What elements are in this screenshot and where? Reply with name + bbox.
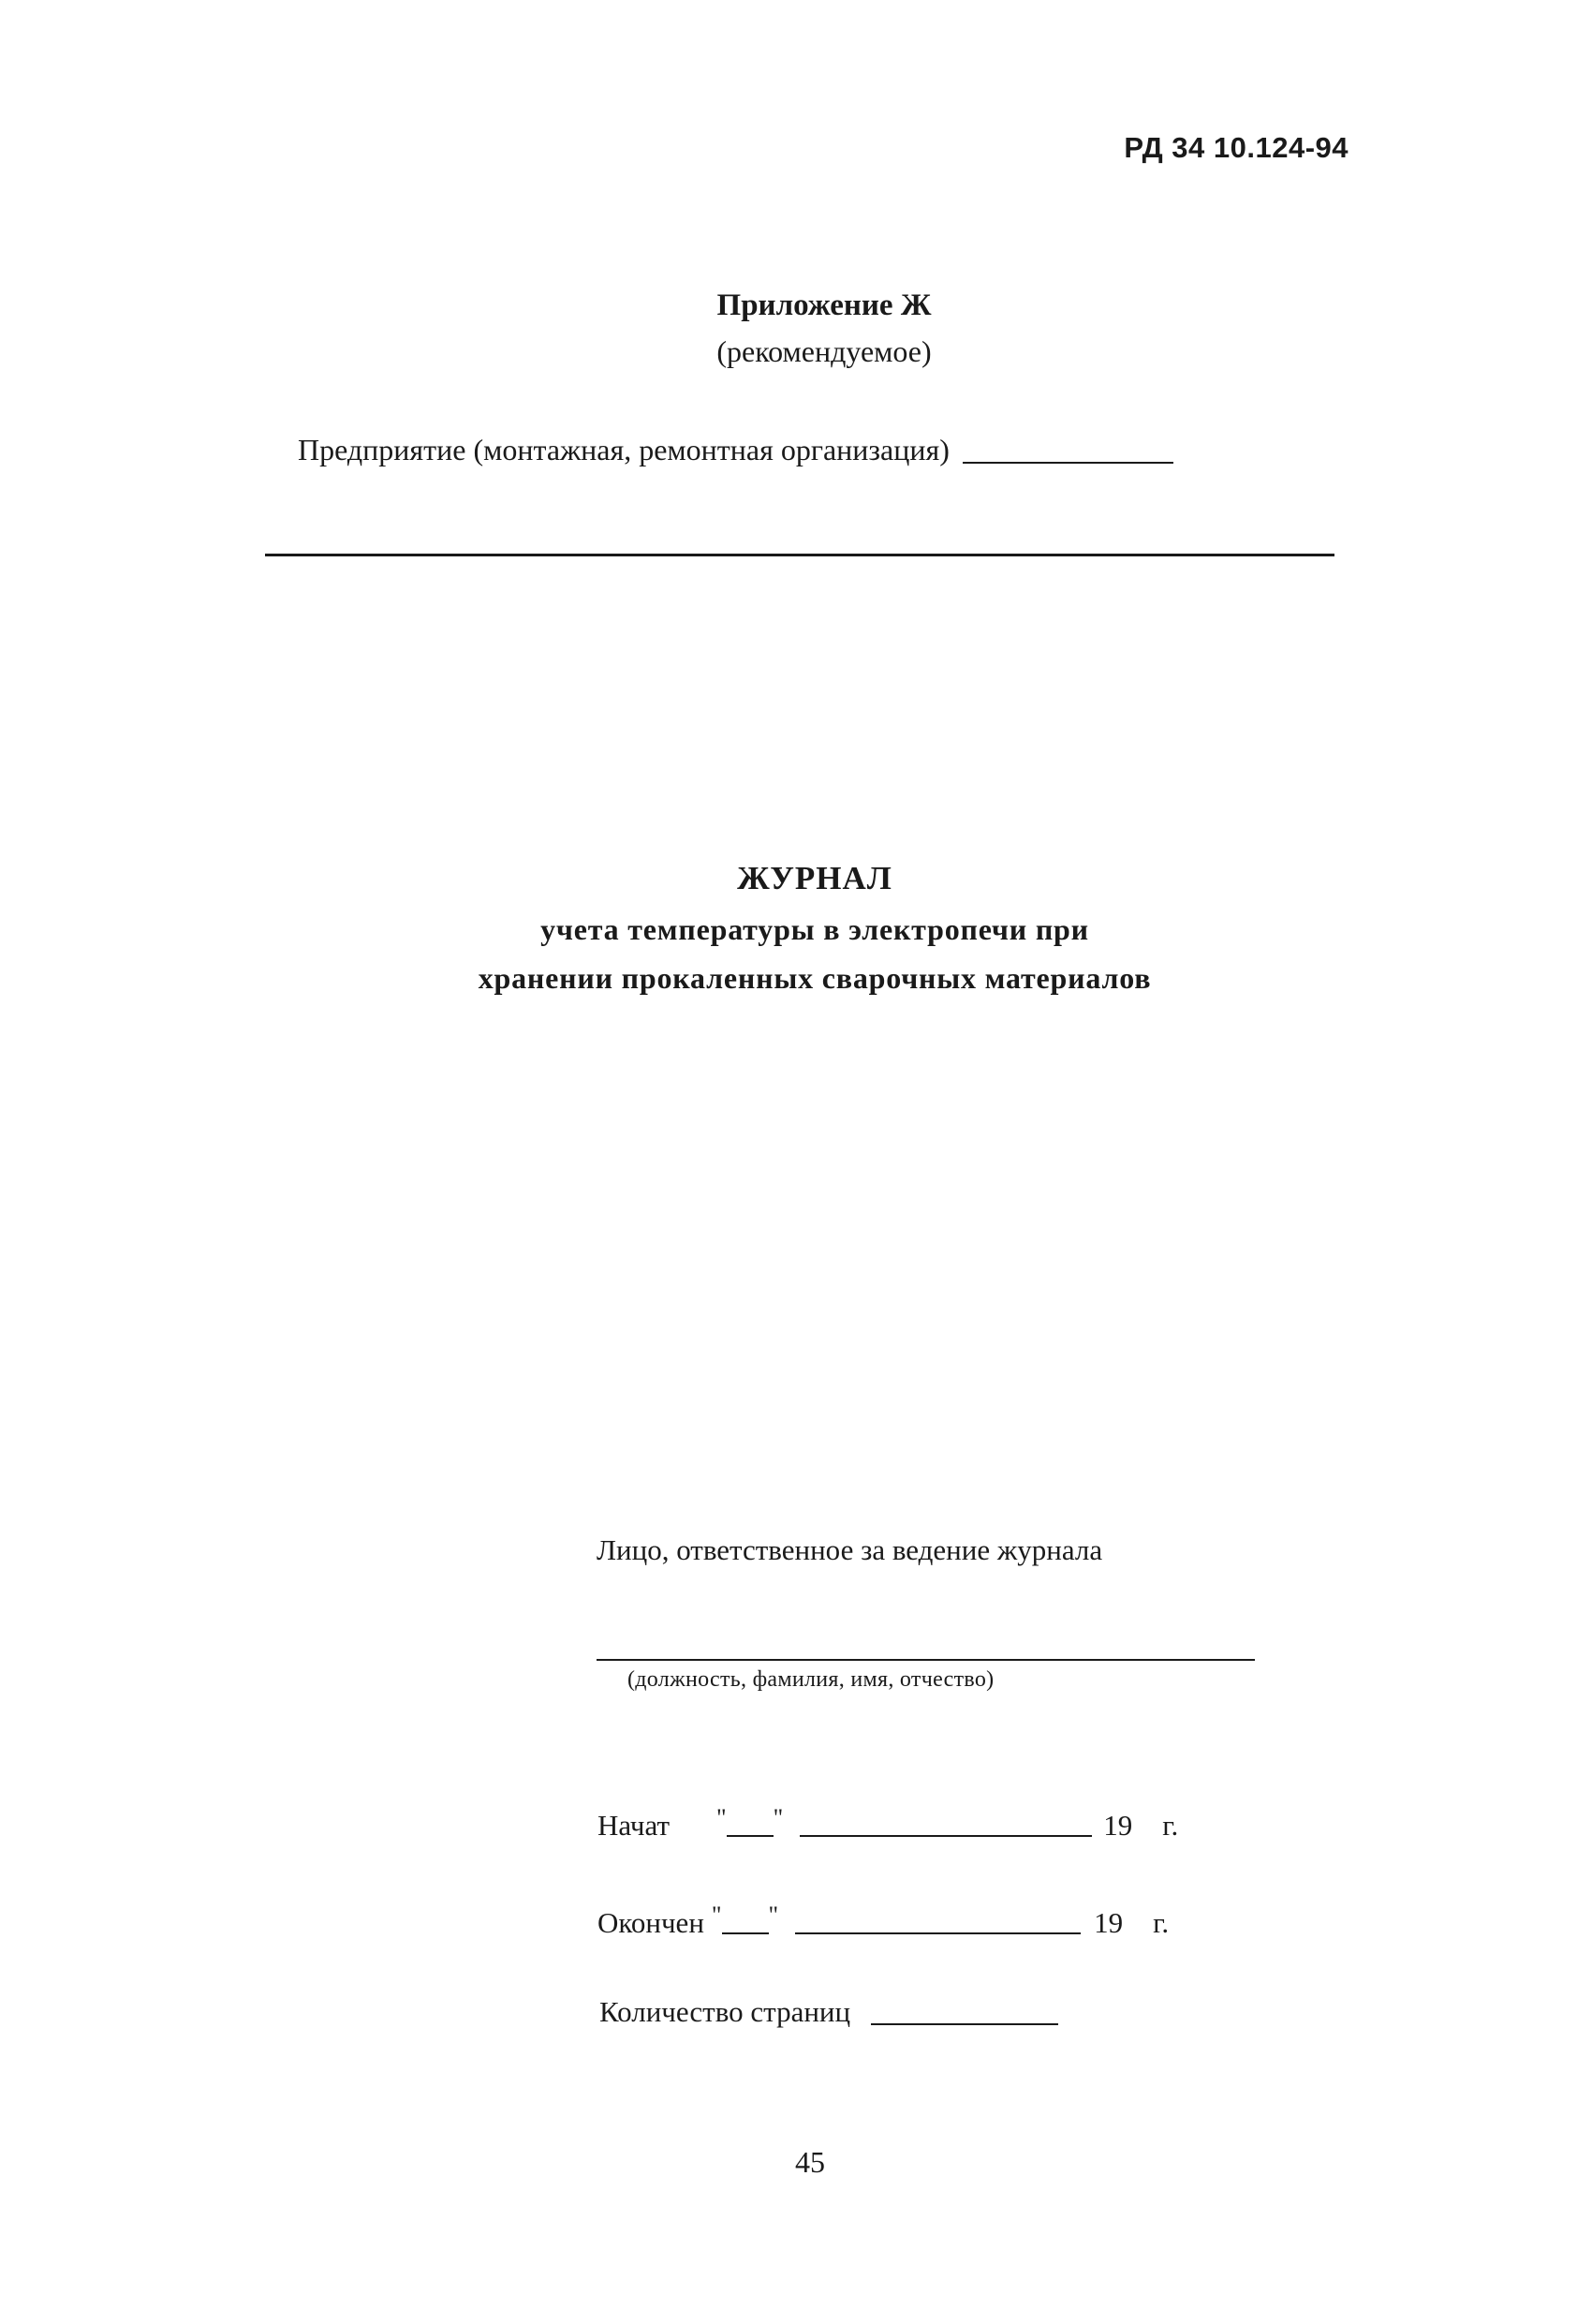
year-prefix: 19: [1103, 1809, 1133, 1842]
quote-open: ": [711, 1902, 722, 1929]
journal-subtitle-line-1: учета температуры в электропечи при: [540, 912, 1089, 946]
appendix-title: Приложение Ж: [716, 289, 932, 322]
responsible-label: Лицо, ответственное за ведение журнала: [597, 1533, 1103, 1566]
enterprise-full-line: [265, 554, 1334, 556]
finished-label: Окончен: [597, 1906, 704, 1939]
quote-open: ": [716, 1804, 727, 1831]
started-label: Начат: [597, 1809, 671, 1842]
quote-close: ": [768, 1902, 779, 1929]
enterprise-blank-line: [963, 462, 1173, 464]
quote-close: ": [773, 1804, 784, 1831]
pages-label: Количество страниц: [599, 1995, 851, 2028]
pages-row: [599, 1995, 1058, 2029]
month-blank-line: [795, 1932, 1081, 1934]
pages-blank-line: [871, 2023, 1058, 2025]
year-suffix: г.: [1153, 1906, 1170, 1939]
enterprise-row: [298, 433, 1173, 467]
responsible-blank-line: [597, 1659, 1255, 1661]
responsible-hint: (должность, фамилия, имя, отчество): [627, 1667, 995, 1692]
enterprise-label: Предприятие (монтажная, ремонтная организация): [298, 433, 950, 466]
finished-row: [597, 1902, 1169, 1940]
journal-title: ЖУРНАЛ: [737, 860, 892, 896]
document-code: РД 34 10.124-94: [1124, 131, 1349, 164]
month-blank-line: [800, 1835, 1092, 1837]
journal-subtitle-line-2: хранении прокаленных сварочных материалов: [478, 961, 1152, 995]
started-row: [597, 1804, 1178, 1843]
day-blank-line: [722, 1932, 769, 1934]
appendix-subtitle: (рекомендуемое): [716, 334, 932, 368]
year-prefix: 19: [1094, 1906, 1124, 1939]
year-suffix: г.: [1162, 1809, 1179, 1842]
day-blank-line: [727, 1835, 774, 1837]
page-number: 45: [795, 2145, 825, 2179]
